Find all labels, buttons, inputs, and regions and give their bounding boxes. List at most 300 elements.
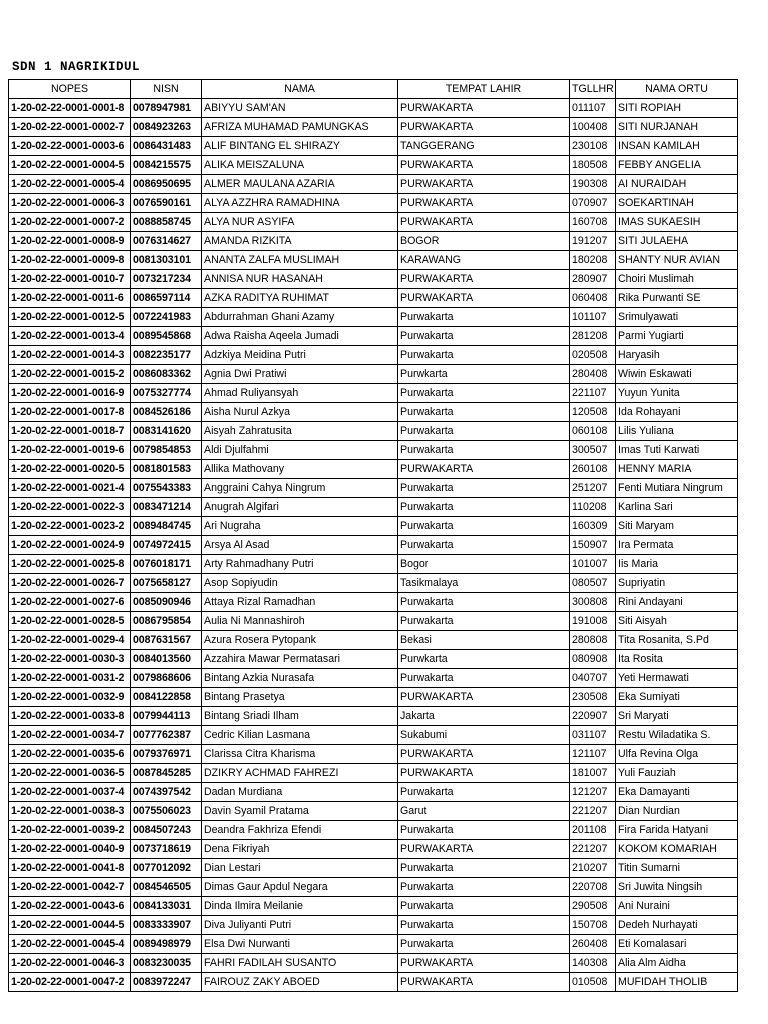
table-row — [9, 441, 738, 460]
cell-nisn: 0076018171 — [131, 555, 202, 574]
cell-tempat-lahir: Purwakarta — [398, 308, 570, 327]
cell-tempat-lahir: PURWAKARTA — [398, 745, 570, 764]
table-row — [9, 251, 738, 270]
cell-tempat-lahir: Purwakarta — [398, 593, 570, 612]
cell-nama-ortu: SOEKARTINAH — [616, 194, 738, 213]
table-row — [9, 213, 738, 232]
cell-nisn: 0084013560 — [131, 650, 202, 669]
cell-tgllhr: 080908 — [570, 650, 616, 669]
cell-tempat-lahir: PURWAKARTA — [398, 973, 570, 992]
cell-nama-ortu: Yeti Hermawati — [616, 669, 738, 688]
cell-nama-ortu: AI NURAIDAH — [616, 175, 738, 194]
cell-nisn: 0073718619 — [131, 840, 202, 859]
cell-nama: Asop Sopiyudin — [202, 574, 398, 593]
cell-nisn: 0089498979 — [131, 935, 202, 954]
cell-tgllhr: 060108 — [570, 422, 616, 441]
cell-nama-ortu: Fira Farida Hatyani — [616, 821, 738, 840]
cell-nama: Dimas Gaur Apdul Negara — [202, 878, 398, 897]
cell-tgllhr: 150708 — [570, 916, 616, 935]
school-title: SDN 1 NAGRIKIDUL — [12, 60, 141, 74]
cell-nopes: 1-20-02-22-0001-0045-4 — [9, 935, 131, 954]
table-row — [9, 517, 738, 536]
cell-tgllhr: 160708 — [570, 213, 616, 232]
cell-nama: Elsa Dwi Nurwanti — [202, 935, 398, 954]
cell-tgllhr: 100408 — [570, 118, 616, 137]
cell-nopes: 1-20-02-22-0001-0032-9 — [9, 688, 131, 707]
cell-tempat-lahir: Purwakarta — [398, 441, 570, 460]
cell-nama: Anugrah Algifari — [202, 498, 398, 517]
cell-nama-ortu: SITI JULAEHA — [616, 232, 738, 251]
cell-nisn: 0081801583 — [131, 460, 202, 479]
cell-nopes: 1-20-02-22-0001-0003-6 — [9, 137, 131, 156]
cell-nopes: 1-20-02-22-0001-0007-2 — [9, 213, 131, 232]
cell-nisn: 0088858745 — [131, 213, 202, 232]
table-row — [9, 479, 738, 498]
cell-nama-ortu: Ita Rosita — [616, 650, 738, 669]
cell-nisn: 0077012092 — [131, 859, 202, 878]
cell-nama-ortu: Lilis Yuliana — [616, 422, 738, 441]
cell-nama-ortu: Supriyatin — [616, 574, 738, 593]
table-row — [9, 194, 738, 213]
cell-nopes: 1-20-02-22-0001-0005-4 — [9, 175, 131, 194]
cell-nisn: 0086431483 — [131, 137, 202, 156]
cell-tempat-lahir: Tasikmalaya — [398, 574, 570, 593]
table-row — [9, 802, 738, 821]
table-row — [9, 308, 738, 327]
cell-tempat-lahir: PURWAKARTA — [398, 118, 570, 137]
cell-nama-ortu: Ida Rohayani — [616, 403, 738, 422]
cell-tempat-lahir: PURWAKARTA — [398, 213, 570, 232]
cell-nisn: 0084133031 — [131, 897, 202, 916]
cell-tempat-lahir: PURWAKARTA — [398, 289, 570, 308]
cell-nama: Diva Juliyanti Putri — [202, 916, 398, 935]
cell-nama: Ahmad Ruliyansyah — [202, 384, 398, 403]
cell-tempat-lahir: Purwakarta — [398, 479, 570, 498]
cell-tgllhr: 121107 — [570, 745, 616, 764]
cell-nama: Adwa Raisha Aqeela Jumadi — [202, 327, 398, 346]
cell-nama-ortu: Rini Andayani — [616, 593, 738, 612]
cell-nopes: 1-20-02-22-0001-0021-4 — [9, 479, 131, 498]
cell-nama: Anggraini Cahya Ningrum — [202, 479, 398, 498]
cell-nama-ortu: Sri Juwita Ningsih — [616, 878, 738, 897]
table-row — [9, 498, 738, 517]
table-row — [9, 688, 738, 707]
table-row — [9, 365, 738, 384]
table-row — [9, 612, 738, 631]
cell-nama: ALMER MAULANA AZARIA — [202, 175, 398, 194]
cell-tgllhr: 201108 — [570, 821, 616, 840]
cell-nama: Attaya Rizal Ramadhan — [202, 593, 398, 612]
cell-nama: Aisha Nurul Azkya — [202, 403, 398, 422]
cell-nama-ortu: SITI ROPIAH — [616, 99, 738, 118]
cell-nama-ortu: Titin Sumarni — [616, 859, 738, 878]
cell-nopes: 1-20-02-22-0001-0044-5 — [9, 916, 131, 935]
cell-tgllhr: 180508 — [570, 156, 616, 175]
column-header-tgllhr: TGLLHR — [570, 80, 616, 99]
cell-nama-ortu: MUFIDAH THOLIB — [616, 973, 738, 992]
cell-nopes: 1-20-02-22-0001-0016-9 — [9, 384, 131, 403]
cell-nisn: 0075327774 — [131, 384, 202, 403]
cell-tgllhr: 281208 — [570, 327, 616, 346]
cell-tgllhr: 210207 — [570, 859, 616, 878]
cell-nama-ortu: HENNY MARIA — [616, 460, 738, 479]
cell-nama: Aulia Ni Mannashiroh — [202, 612, 398, 631]
cell-tempat-lahir: Purwakarta — [398, 498, 570, 517]
cell-nopes: 1-20-02-22-0001-0017-8 — [9, 403, 131, 422]
cell-nama: Aldi Djulfahmi — [202, 441, 398, 460]
cell-tempat-lahir: Jakarta — [398, 707, 570, 726]
cell-tempat-lahir: PURWAKARTA — [398, 840, 570, 859]
cell-tgllhr: 070907 — [570, 194, 616, 213]
cell-nopes: 1-20-02-22-0001-0014-3 — [9, 346, 131, 365]
table-row — [9, 460, 738, 479]
cell-nama: ALYA AZZHRA RAMADHINA — [202, 194, 398, 213]
cell-nama: Azzahira Mawar Permatasari — [202, 650, 398, 669]
cell-nisn: 0074397542 — [131, 783, 202, 802]
cell-nama: Dian Lestari — [202, 859, 398, 878]
cell-nama-ortu: Ani Nuraini — [616, 897, 738, 916]
cell-tempat-lahir: PURWAKARTA — [398, 764, 570, 783]
cell-nopes: 1-20-02-22-0001-0041-8 — [9, 859, 131, 878]
student-table — [8, 79, 738, 992]
cell-nama-ortu: FEBBY ANGELIA — [616, 156, 738, 175]
cell-tgllhr: 110208 — [570, 498, 616, 517]
cell-nopes: 1-20-02-22-0001-0026-7 — [9, 574, 131, 593]
cell-nisn: 0074972415 — [131, 536, 202, 555]
cell-nopes: 1-20-02-22-0001-0006-3 — [9, 194, 131, 213]
cell-nisn: 0083333907 — [131, 916, 202, 935]
table-row — [9, 840, 738, 859]
cell-tempat-lahir: Purwakarta — [398, 935, 570, 954]
table-row — [9, 232, 738, 251]
cell-nopes: 1-20-02-22-0001-0030-3 — [9, 650, 131, 669]
cell-nama: FAIROUZ ZAKY ABOED — [202, 973, 398, 992]
cell-nopes: 1-20-02-22-0001-0036-5 — [9, 764, 131, 783]
cell-nama: Bintang Azkia Nurasafa — [202, 669, 398, 688]
cell-nopes: 1-20-02-22-0001-0009-8 — [9, 251, 131, 270]
cell-tempat-lahir: PURWAKARTA — [398, 954, 570, 973]
cell-nama-ortu: SITI NURJANAH — [616, 118, 738, 137]
cell-nopes: 1-20-02-22-0001-0008-9 — [9, 232, 131, 251]
table-row — [9, 346, 738, 365]
cell-tgllhr: 101007 — [570, 555, 616, 574]
cell-nisn: 0089484745 — [131, 517, 202, 536]
cell-nisn: 0076314627 — [131, 232, 202, 251]
cell-tgllhr: 280907 — [570, 270, 616, 289]
cell-nama-ortu: Eka Sumiyati — [616, 688, 738, 707]
table-row — [9, 878, 738, 897]
table-row — [9, 555, 738, 574]
cell-tempat-lahir: Purwakarta — [398, 859, 570, 878]
table-row — [9, 327, 738, 346]
cell-nama: ALIF BINTANG EL SHIRAZY — [202, 137, 398, 156]
cell-nisn: 0084923263 — [131, 118, 202, 137]
cell-tempat-lahir: Purwakarta — [398, 384, 570, 403]
cell-tempat-lahir: TANGGERANG — [398, 137, 570, 156]
cell-tempat-lahir: Bekasi — [398, 631, 570, 650]
table-row — [9, 935, 738, 954]
cell-nopes: 1-20-02-22-0001-0023-2 — [9, 517, 131, 536]
cell-nopes: 1-20-02-22-0001-0046-3 — [9, 954, 131, 973]
cell-nama: Clarissa Citra Kharisma — [202, 745, 398, 764]
cell-nama-ortu: Choiri Muslimah — [616, 270, 738, 289]
cell-nama-ortu: Parmi Yugiarti — [616, 327, 738, 346]
cell-tempat-lahir: Purwakarta — [398, 878, 570, 897]
cell-nisn: 0084526186 — [131, 403, 202, 422]
table-row — [9, 954, 738, 973]
cell-nisn: 0075506023 — [131, 802, 202, 821]
cell-nopes: 1-20-02-22-0001-0043-6 — [9, 897, 131, 916]
cell-tgllhr: 191008 — [570, 612, 616, 631]
table-row — [9, 574, 738, 593]
cell-nopes: 1-20-02-22-0001-0027-6 — [9, 593, 131, 612]
cell-tempat-lahir: PURWAKARTA — [398, 175, 570, 194]
cell-nama-ortu: Ira Permata — [616, 536, 738, 555]
cell-nama: Dinda Ilmira Meilanie — [202, 897, 398, 916]
cell-nama: AMANDA RIZKITA — [202, 232, 398, 251]
cell-nisn: 0083972247 — [131, 973, 202, 992]
cell-nama-ortu: Dedeh Nurhayati — [616, 916, 738, 935]
cell-nopes: 1-20-02-22-0001-0018-7 — [9, 422, 131, 441]
cell-tgllhr: 180208 — [570, 251, 616, 270]
cell-tempat-lahir: PURWAKARTA — [398, 156, 570, 175]
cell-tempat-lahir: Purwakarta — [398, 612, 570, 631]
cell-tempat-lahir: Purwakarta — [398, 517, 570, 536]
table-row — [9, 745, 738, 764]
cell-nopes: 1-20-02-22-0001-0028-5 — [9, 612, 131, 631]
cell-tempat-lahir: Purwkarta — [398, 650, 570, 669]
cell-nama: Arsya Al Asad — [202, 536, 398, 555]
table-row — [9, 897, 738, 916]
cell-tempat-lahir: Purwakarta — [398, 783, 570, 802]
table-row — [9, 726, 738, 745]
table-row — [9, 650, 738, 669]
cell-tgllhr: 181007 — [570, 764, 616, 783]
cell-nama: AFRIZA MUHAMAD PAMUNGKAS — [202, 118, 398, 137]
cell-tgllhr: 080507 — [570, 574, 616, 593]
cell-tempat-lahir: PURWAKARTA — [398, 460, 570, 479]
cell-tempat-lahir: Purwakarta — [398, 897, 570, 916]
cell-nisn: 0083230035 — [131, 954, 202, 973]
cell-nama: Dadan Murdiana — [202, 783, 398, 802]
table-row — [9, 118, 738, 137]
cell-nama: Ari Nugraha — [202, 517, 398, 536]
cell-nama-ortu: Eti Komalasari — [616, 935, 738, 954]
cell-nama: AZKA RADITYA RUHIMAT — [202, 289, 398, 308]
cell-nopes: 1-20-02-22-0001-0033-8 — [9, 707, 131, 726]
cell-nisn: 0078947981 — [131, 99, 202, 118]
cell-tgllhr: 011107 — [570, 99, 616, 118]
cell-nama-ortu: Eka Damayanti — [616, 783, 738, 802]
cell-nisn: 0084122858 — [131, 688, 202, 707]
table-body — [9, 99, 738, 992]
cell-nisn: 0086083362 — [131, 365, 202, 384]
table-row — [9, 137, 738, 156]
cell-tgllhr: 040707 — [570, 669, 616, 688]
cell-nama-ortu: Siti Aisyah — [616, 612, 738, 631]
cell-nopes: 1-20-02-22-0001-0029-4 — [9, 631, 131, 650]
table-row — [9, 973, 738, 992]
cell-tgllhr: 221207 — [570, 802, 616, 821]
cell-nama-ortu: Karlina Sari — [616, 498, 738, 517]
cell-tempat-lahir: PURWAKARTA — [398, 194, 570, 213]
cell-nama: ALYA NUR ASYIFA — [202, 213, 398, 232]
cell-nama: DZIKRY ACHMAD FAHREZI — [202, 764, 398, 783]
column-header-tempat-lahir: TEMPAT LAHIR — [398, 80, 570, 99]
cell-tgllhr: 221207 — [570, 840, 616, 859]
table-row — [9, 99, 738, 118]
cell-tgllhr: 101107 — [570, 308, 616, 327]
table-header-row — [9, 80, 738, 99]
cell-nama-ortu: Yuli Fauziah — [616, 764, 738, 783]
cell-nama: Cedric Kilian Lasmana — [202, 726, 398, 745]
cell-nama-ortu: Wiwin Eskawati — [616, 365, 738, 384]
table-row — [9, 821, 738, 840]
cell-nisn: 0072241983 — [131, 308, 202, 327]
cell-nopes: 1-20-02-22-0001-0037-4 — [9, 783, 131, 802]
cell-nama: ANANTA ZALFA MUSLIMAH — [202, 251, 398, 270]
cell-nopes: 1-20-02-22-0001-0013-4 — [9, 327, 131, 346]
cell-tgllhr: 230108 — [570, 137, 616, 156]
cell-nama: Azura Rosera Pytopank — [202, 631, 398, 650]
cell-nama: Arty Rahmadhany Putri — [202, 555, 398, 574]
table-row — [9, 175, 738, 194]
cell-nisn: 0089545868 — [131, 327, 202, 346]
cell-tgllhr: 150907 — [570, 536, 616, 555]
table-row — [9, 536, 738, 555]
cell-tempat-lahir: PURWAKARTA — [398, 99, 570, 118]
table-row — [9, 289, 738, 308]
cell-nisn: 0086597114 — [131, 289, 202, 308]
table-row — [9, 631, 738, 650]
table-row — [9, 783, 738, 802]
table-row — [9, 593, 738, 612]
column-header-nisn: NISN — [131, 80, 202, 99]
cell-nama-ortu: IMAS SUKAESIH — [616, 213, 738, 232]
cell-tgllhr: 230508 — [570, 688, 616, 707]
cell-tempat-lahir: Purwkarta — [398, 365, 570, 384]
cell-tgllhr: 140308 — [570, 954, 616, 973]
cell-tempat-lahir: Sukabumi — [398, 726, 570, 745]
cell-tgllhr: 300507 — [570, 441, 616, 460]
cell-tgllhr: 251207 — [570, 479, 616, 498]
cell-nopes: 1-20-02-22-0001-0001-8 — [9, 99, 131, 118]
cell-nisn: 0084507243 — [131, 821, 202, 840]
table-row — [9, 707, 738, 726]
cell-tgllhr: 031107 — [570, 726, 616, 745]
cell-nama: Bintang Prasetya — [202, 688, 398, 707]
cell-nopes: 1-20-02-22-0001-0010-7 — [9, 270, 131, 289]
cell-tempat-lahir: BOGOR — [398, 232, 570, 251]
cell-nama-ortu: Alia Alm Aidha — [616, 954, 738, 973]
table-row — [9, 384, 738, 403]
cell-tempat-lahir: Purwakarta — [398, 403, 570, 422]
cell-tgllhr: 220907 — [570, 707, 616, 726]
cell-tgllhr: 020508 — [570, 346, 616, 365]
cell-nisn: 0079854853 — [131, 441, 202, 460]
cell-nopes: 1-20-02-22-0001-0004-5 — [9, 156, 131, 175]
cell-nama: Allika Mathovany — [202, 460, 398, 479]
cell-nama: Agnia Dwi Pratiwi — [202, 365, 398, 384]
cell-tgllhr: 060408 — [570, 289, 616, 308]
cell-tgllhr: 221107 — [570, 384, 616, 403]
cell-nopes: 1-20-02-22-0001-0031-2 — [9, 669, 131, 688]
cell-nisn: 0086795854 — [131, 612, 202, 631]
cell-nama: Deandra Fakhriza Efendi — [202, 821, 398, 840]
cell-tgllhr: 280808 — [570, 631, 616, 650]
cell-nama: Aisyah Zahratusita — [202, 422, 398, 441]
cell-nopes: 1-20-02-22-0001-0039-2 — [9, 821, 131, 840]
cell-nama: ABIYYU SAM'AN — [202, 99, 398, 118]
table-row — [9, 764, 738, 783]
cell-nopes: 1-20-02-22-0001-0042-7 — [9, 878, 131, 897]
cell-tempat-lahir: Garut — [398, 802, 570, 821]
cell-nama: ANNISA NUR HASANAH — [202, 270, 398, 289]
cell-nama-ortu: SHANTY NUR AVIAN — [616, 251, 738, 270]
cell-nopes: 1-20-02-22-0001-0035-6 — [9, 745, 131, 764]
cell-nisn: 0076590161 — [131, 194, 202, 213]
cell-nopes: 1-20-02-22-0001-0020-5 — [9, 460, 131, 479]
cell-nama: Bintang Sriadi Ilham — [202, 707, 398, 726]
column-header-nopes: NOPES — [9, 80, 131, 99]
cell-nama-ortu: Imas Tuti Karwati — [616, 441, 738, 460]
cell-nisn: 0086950695 — [131, 175, 202, 194]
cell-nisn: 0079376971 — [131, 745, 202, 764]
cell-nama-ortu: INSAN KAMILAH — [616, 137, 738, 156]
cell-nisn: 0079944113 — [131, 707, 202, 726]
cell-nisn: 0081303101 — [131, 251, 202, 270]
cell-nama-ortu: Sri Maryati — [616, 707, 738, 726]
cell-nopes: 1-20-02-22-0001-0024-9 — [9, 536, 131, 555]
cell-nama-ortu: Haryasih — [616, 346, 738, 365]
cell-tgllhr: 010508 — [570, 973, 616, 992]
cell-nama-ortu: Yuyun Yunita — [616, 384, 738, 403]
cell-nama-ortu: KOKOM KOMARIAH — [616, 840, 738, 859]
cell-nama-ortu: Iis Maria — [616, 555, 738, 574]
cell-tempat-lahir: Purwakarta — [398, 422, 570, 441]
cell-tgllhr: 121207 — [570, 783, 616, 802]
cell-nisn: 0085090946 — [131, 593, 202, 612]
table-row — [9, 916, 738, 935]
cell-nama-ortu: Fenti Mutiara Ningrum — [616, 479, 738, 498]
cell-nisn: 0075543383 — [131, 479, 202, 498]
column-header-nama: NAMA — [202, 80, 398, 99]
cell-nopes: 1-20-02-22-0001-0011-6 — [9, 289, 131, 308]
cell-nisn: 0077762387 — [131, 726, 202, 745]
cell-nisn: 0084546505 — [131, 878, 202, 897]
cell-nisn: 0087845285 — [131, 764, 202, 783]
cell-nisn: 0083471214 — [131, 498, 202, 517]
cell-nisn: 0084215575 — [131, 156, 202, 175]
cell-tempat-lahir: Purwakarta — [398, 669, 570, 688]
cell-nama: Abdurrahman Ghani Azamy — [202, 308, 398, 327]
cell-tempat-lahir: Purwakarta — [398, 536, 570, 555]
cell-tempat-lahir: PURWAKARTA — [398, 270, 570, 289]
cell-nisn: 0073217234 — [131, 270, 202, 289]
cell-tgllhr: 260408 — [570, 935, 616, 954]
cell-nama: FAHRI FADILAH SUSANTO — [202, 954, 398, 973]
cell-nama-ortu: Tita Rosanita, S.Pd — [616, 631, 738, 650]
cell-nama: Davin Syamil Pratama — [202, 802, 398, 821]
cell-tgllhr: 190308 — [570, 175, 616, 194]
cell-tgllhr: 300808 — [570, 593, 616, 612]
cell-nama-ortu: Srimulyawati — [616, 308, 738, 327]
cell-nisn: 0079868606 — [131, 669, 202, 688]
cell-nopes: 1-20-02-22-0001-0040-9 — [9, 840, 131, 859]
cell-nopes: 1-20-02-22-0001-0047-2 — [9, 973, 131, 992]
cell-nopes: 1-20-02-22-0001-0012-5 — [9, 308, 131, 327]
cell-tempat-lahir: Purwakarta — [398, 916, 570, 935]
